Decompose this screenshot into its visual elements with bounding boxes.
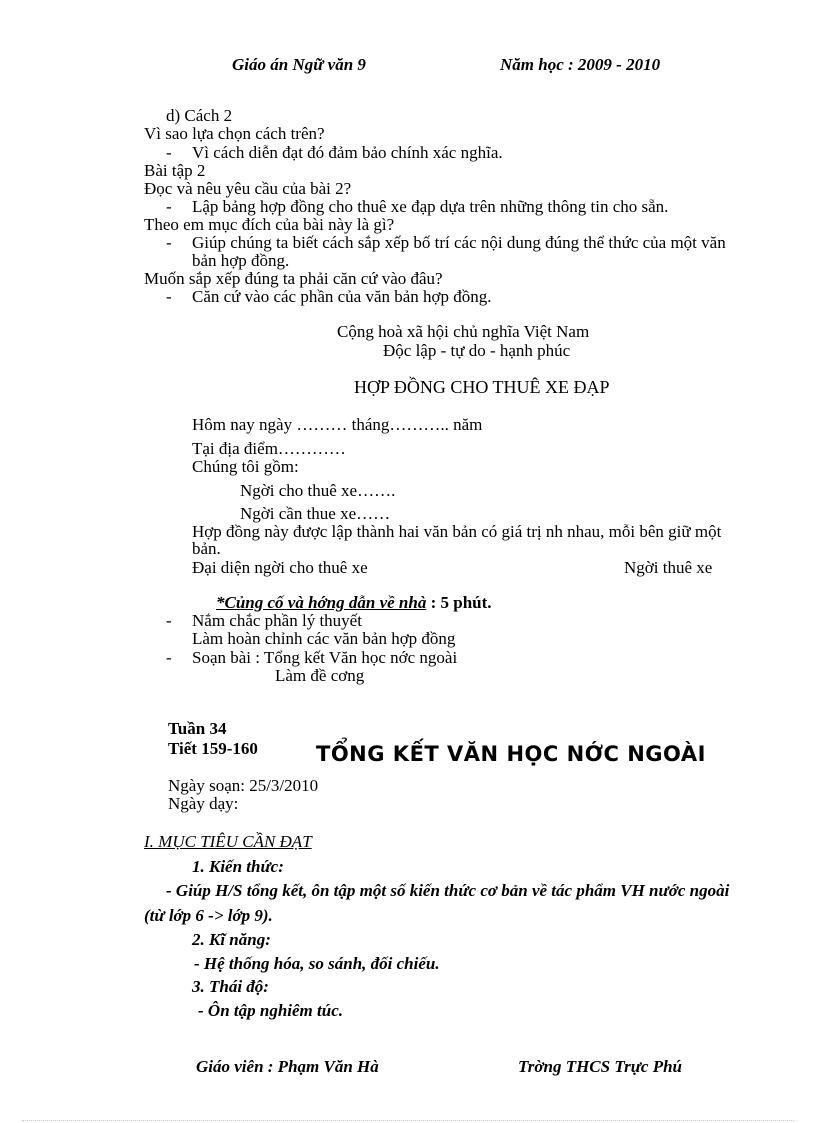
consolidate-heading: *Củng cố và hớng dẫn về nhà : 5 phút.: [216, 593, 492, 612]
attitude-text: - Ôn tập nghiêm túc.: [198, 1001, 343, 1020]
contract-place: Tại địa điểm…………: [192, 439, 346, 458]
line-option-d: d) Cách 2: [166, 106, 233, 125]
question-2: Đọc và nêu yêu cầu của bài 2?: [144, 179, 352, 198]
nation-name: Cộng hoà xã hội chủ nghĩa Việt Nam: [337, 322, 590, 341]
exercise-2-label: Bài tập 2: [144, 161, 206, 180]
knowledge-heading: 1. Kiến thức:: [192, 857, 284, 876]
contract-note-cont: bản.: [192, 539, 221, 558]
sign-right: Ngời thuê xe: [624, 558, 713, 577]
contract-parties-label: Chúng tôi gồm:: [192, 457, 299, 476]
consolidate-item-2b: Làm đề cơng: [275, 666, 365, 685]
lesson-period: Tiết 159-160: [168, 739, 258, 758]
attitude-heading: 3. Thái độ:: [192, 977, 269, 996]
answer-2: - Lập bảng hợp đồng cho thuê xe đạp dựa trên những thông tin cho sẵn.: [166, 197, 669, 216]
contract-note: Hợp đồng này được lập thành hai văn bản có giá trị nh nhau, mỗi bên giữ một: [192, 522, 722, 541]
question-3: Theo em mục đích của bài này là gì?: [144, 215, 395, 234]
answer-4: - Căn cứ vào các phần của văn bản hợp đồng.: [166, 287, 492, 306]
skills-heading: 2. Kĩ năng:: [192, 930, 271, 949]
sign-left: Đại diện ngời cho thuê xe: [192, 558, 368, 577]
contract-lessor: Ngời cho thuê xe…….: [240, 481, 396, 500]
teach-date: Ngày dạy:: [168, 794, 239, 813]
consolidate-item-1b: Làm hoàn chỉnh các văn bản hợp đồng: [192, 629, 456, 648]
lesson-week: Tuần 34: [168, 719, 227, 738]
answer-1: - Vì cách diễn đạt đó đảm bảo chính xác nghĩa.: [166, 143, 503, 162]
footer-school: Trờng THCS Trực Phú: [518, 1057, 682, 1076]
footer-teacher: Giáo viên : Phạm Văn Hà: [196, 1057, 379, 1076]
lesson-title: TỔNG KẾT VĂN HỌC NỚC NGOÀI: [316, 742, 706, 766]
header-left: Giáo án Ngữ văn 9: [232, 55, 366, 74]
prep-date: Ngày soạn: 25/3/2010: [168, 776, 319, 795]
contract-lessee: Ngời cần thue xe……: [240, 504, 391, 523]
skills-text: - Hệ thống hóa, so sánh, đối chiếu.: [194, 954, 440, 973]
objectives-heading: I. MỤC TIÊU CẦN ĐẠT: [144, 832, 312, 851]
knowledge-text: - Giúp H/S tổng kết, ôn tập một số kiến thức cơ bản về tác phẩm VH nước ngoài: [166, 881, 730, 900]
header-right: Năm học : 2009 - 2010: [500, 55, 661, 74]
motto: Độc lập - tự do - hạnh phúc: [383, 341, 571, 360]
page-bottom-divider: [22, 1120, 794, 1121]
answer-3: - Giúp chúng ta biết cách sắp xếp bố trí các nội dung đúng thể thức của một văn: [166, 233, 726, 252]
question-1: Vì sao lựa chọn cách trên?: [144, 124, 325, 143]
consolidate-item-1: - Nắm chắc phần lý thuyết: [166, 611, 362, 630]
consolidate-item-2: - Soạn bài : Tổng kết Văn học nớc ngoài: [166, 648, 458, 667]
question-4: Muốn sắp xếp đúng ta phải căn cứ vào đâu?: [144, 269, 443, 288]
contract-date: Hôm nay ngày ……… tháng……….. năm: [192, 415, 483, 434]
answer-3-cont: bản hợp đồng.: [192, 251, 290, 270]
knowledge-text-cont: (từ lớp 6 -> lớp 9).: [144, 906, 273, 925]
contract-title: HỢP ĐỒNG CHO THUÊ XE ĐẠP: [354, 377, 610, 397]
